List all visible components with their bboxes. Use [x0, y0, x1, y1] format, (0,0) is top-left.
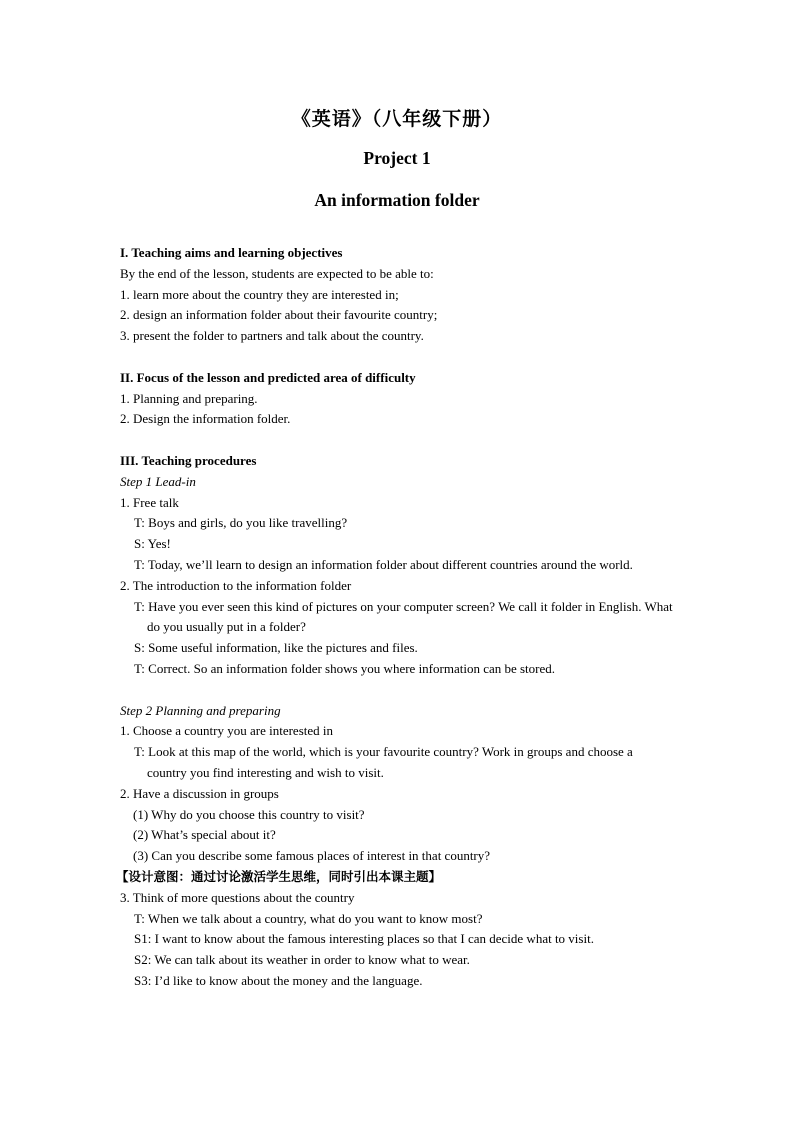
discussion-question: (1) Why do you choose this country to visit? — [133, 806, 365, 822]
dialogue-line: S: Some useful information, like the pictures and files. — [134, 640, 418, 656]
dialogue-line: S: Yes! — [134, 536, 171, 552]
spacer — [120, 347, 675, 368]
dialogue-line: T: Boys and girls, do you like travelling? — [134, 515, 348, 531]
spacer — [120, 430, 675, 451]
dialogue-line: T: When we talk about a country, what do you want to know most? — [134, 910, 483, 926]
procedure-item: 2. The introduction to the information folder — [120, 577, 352, 593]
spacer — [120, 680, 675, 701]
discussion-question: (3) Can you describe some famous places of interest in that country? — [133, 848, 491, 864]
discussion-question: (2) What’s special about it? — [133, 827, 276, 843]
paragraph-line: By the end of the lesson, students are expected to be able to: — [120, 265, 434, 281]
procedure-item: 1. Free talk — [120, 494, 179, 510]
dialogue-line: T: Correct. So an information folder shows you where information can be stored. — [134, 660, 556, 676]
step-title: Step 1 Lead-in — [120, 473, 196, 489]
section-heading: II. Focus of the lesson and predicted area of difficulty — [120, 369, 416, 385]
objective-item: 3. present the folder to partners and talk about the country. — [120, 328, 424, 344]
procedure-item: 2. Have a discussion in groups — [120, 785, 279, 801]
dialogue-line: T: Today, we’ll learn to design an information folder about different countries around the world. — [134, 556, 633, 572]
step-title: Step 2 Planning and preparing — [120, 702, 281, 718]
objective-item: 1. learn more about the country they are interested in; — [120, 286, 399, 302]
dialogue-line: S2: We can talk about its weather in order to know what to wear. — [134, 952, 470, 968]
dialogue-line: T: Look at this map of the world, which is your favourite country? Work in groups and choose a country you find interesting and wish to visit. — [134, 744, 633, 780]
dialogue-line: S3: I’d like to know about the money and the language. — [134, 972, 423, 988]
objective-item: 2. design an information folder about their favourite country; — [120, 307, 438, 323]
project-title: Project 1 — [363, 148, 431, 168]
design-intent-note: 【设计意图：通过讨论激活学生思维，同时引出本课主题】 — [116, 868, 442, 884]
topic-title: An information folder — [314, 190, 480, 210]
focus-item: 1. Planning and preparing. — [120, 390, 258, 406]
section-heading: III. Teaching procedures — [120, 452, 257, 468]
procedure-item: 3. Think of more questions about the country — [120, 889, 355, 905]
focus-item: 2. Design the information folder. — [120, 411, 291, 427]
section-heading: I. Teaching aims and learning objectives — [120, 245, 343, 260]
procedure-item: 1. Choose a country you are interested in — [120, 723, 333, 739]
document-title: 《英语》（八年级下册） — [291, 108, 503, 130]
dialogue-line: T: Have you ever seen this kind of pictures on your computer screen? We call it folder in English. What do you usually put in a folder? — [134, 598, 673, 635]
dialogue-line: S1: I want to know about the famous interesting places so that I can decide what to visit. — [134, 931, 594, 947]
document-body — [116, 243, 675, 992]
